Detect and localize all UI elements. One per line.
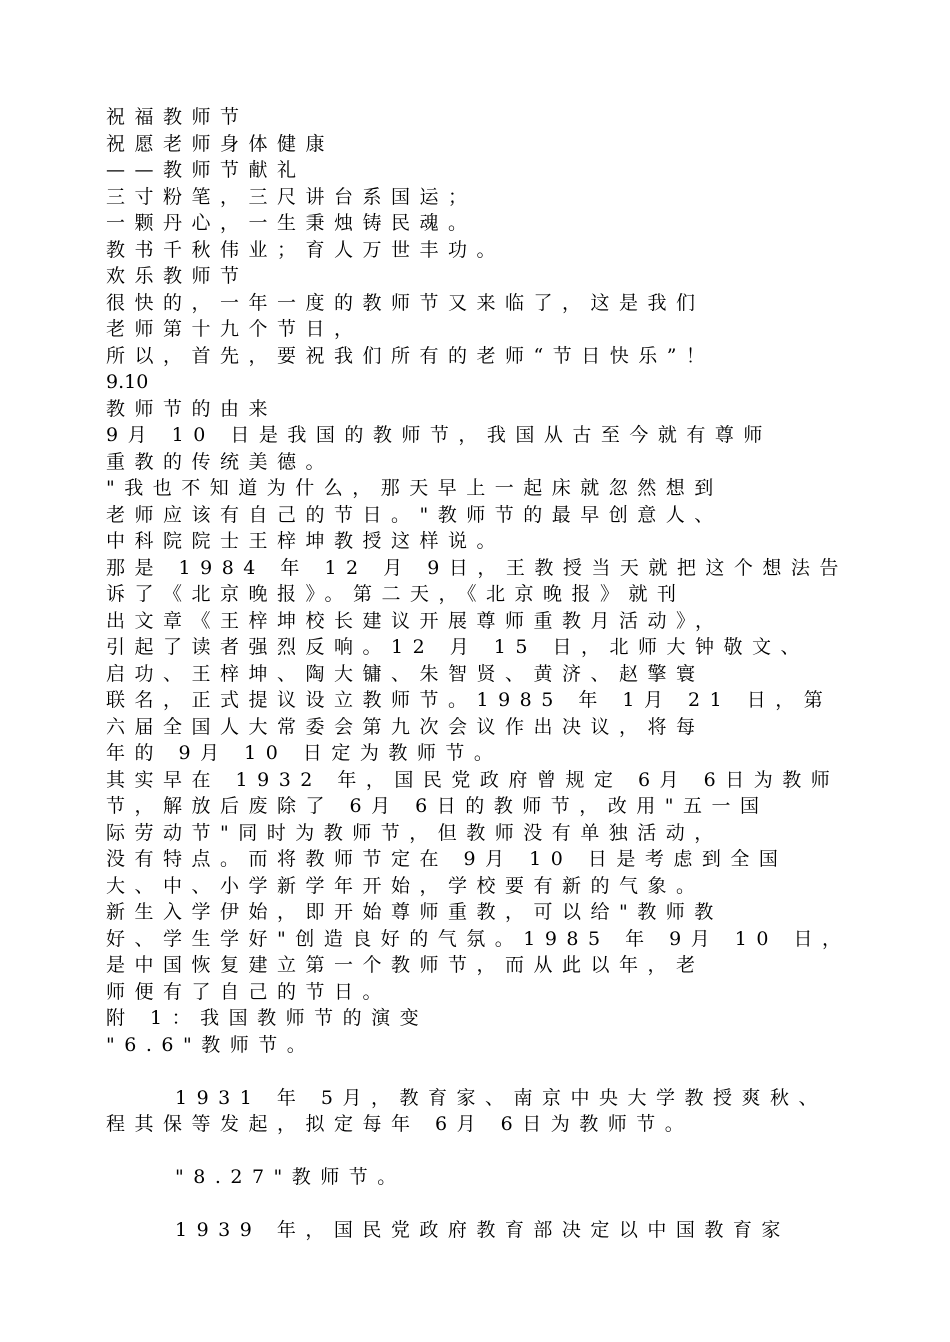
text-line: 际劳动节"同时为教师节，但教师没有单独活动， [106, 822, 723, 844]
text-line: 好、学生学好"创造良好的气氛。1985 年 9月 10 日， [106, 928, 851, 950]
text-line: 重教的传统美德。 [106, 451, 335, 473]
text-line: 是中国恢复建立第一个教师节，而从此以年，老 [106, 954, 705, 976]
text-line: 联名，正式提议设立教师节。1985 年 1月 21 日，第 [106, 689, 833, 711]
paragraph-1931-line: 程其保等发起，拟定每年 6月 6日为教师节。 [106, 1113, 694, 1135]
paragraph-1931-line: 1931 年 5月，教育家、南京中央大学教授爽秋、 [175, 1087, 828, 1109]
text-line: 一颗丹心，一生秉烛铸民魂。 [106, 212, 477, 234]
subheading-66: "6.6"教师节。 [106, 1034, 316, 1056]
text-line: 新生入学伊始，即开始尊师重教，可以给"教师教 [106, 901, 723, 923]
subheading-827: "8.27"教师节。 [175, 1166, 406, 1188]
text-line: 9.10 [106, 371, 149, 393]
section-heading: 教师节的由来 [106, 398, 278, 420]
text-line: 教书千秋伟业；育人万世丰功。 [106, 239, 506, 261]
text-line: 祝愿老师身体健康 [106, 133, 335, 155]
appendix-heading: 附 1：我国教师节的演变 [106, 1007, 429, 1029]
text-line: 9月 10 日是我国的教师节，我国从古至今就有尊师 [106, 424, 772, 446]
text-line: 老师第十九个节日， [106, 318, 363, 340]
text-line: 没有特点。而将教师节定在 9月 10 日是考虑到全国 [106, 848, 788, 870]
text-line: 六届全国人大常委会第九次会议作出决议，将每 [106, 716, 705, 738]
text-line: 所以，首先，要祝我们所有的老师“节日快乐”！ [106, 345, 715, 367]
title-line: 祝福教师节 [106, 106, 249, 128]
text-line: 节，解放后废除了 6月 6日的教师节，改用"五一国 [106, 795, 769, 817]
text-line: 其实早在 1932 年，国民党政府曾规定 6月 6日为教师 [106, 769, 840, 791]
text-line: "我也不知道为什么，那天早上一起床就忽然想到 [106, 477, 723, 499]
text-line: 出文章《王梓坤校长建议开展尊师重教月活动》， [106, 610, 724, 632]
text-line: 启功、王梓坤、陶大镛、朱智贤、黄济、赵擎寰 [106, 663, 705, 685]
text-line: 诉了《北京晚报》。第二天，《北京晚报》就刊 [106, 583, 686, 605]
text-line: 欢乐教师节 [106, 265, 249, 287]
text-line: 那是 1984 年 12 月 9日，王教授当天就把这个想法告 [106, 557, 848, 579]
text-line: 大、中、小学新学年开始，学校要有新的气象。 [106, 875, 705, 897]
text-line: 师便有了自己的节日。 [106, 981, 392, 1003]
text-line: 三寸粉笔，三尺讲台系国运； [106, 186, 477, 208]
text-line: 很快的，一年一度的教师节又来临了，这是我们 [106, 292, 705, 314]
paragraph-1939-line: 1939 年，国民党政府教育部决定以中国教育家 [175, 1219, 790, 1241]
text-line: 老师应该有自己的节日。"教师节的最早创意人、 [106, 504, 723, 526]
text-line: ——教师节献礼 [106, 159, 306, 181]
text-line: 年的 9月 10 日定为教师节。 [106, 742, 503, 764]
text-line: 中科院院士王梓坤教授这样说。 [106, 530, 506, 552]
text-line: 引起了读者强烈反响。12 月 15 日，北师大钟敬文、 [106, 636, 809, 658]
